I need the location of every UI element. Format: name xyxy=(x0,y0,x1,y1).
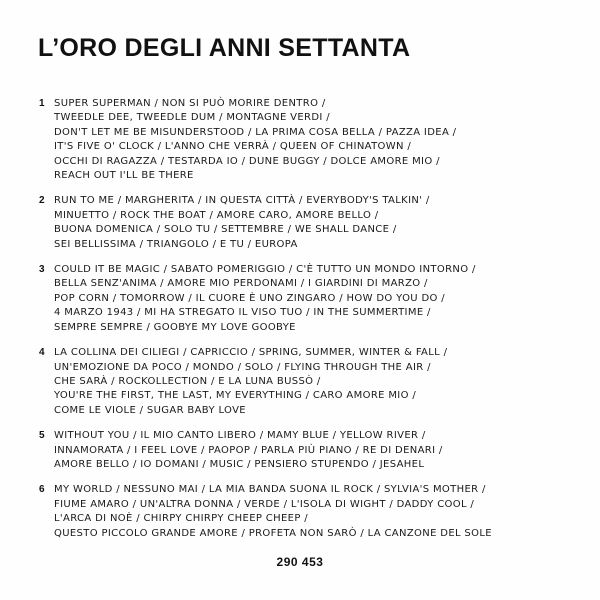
track-line: QUESTO PICCOLO GRANDE AMORE / PROFETA NON SARÒ / LA CANZONE DEL SOLE xyxy=(54,527,492,539)
volume-3 xyxy=(0,263,600,335)
volume-number: 6 xyxy=(39,484,45,496)
volume-5 xyxy=(0,429,600,472)
track-line: OCCHI DI RAGAZZA / TESTARDA IO / DUNE BUGGY / DOLCE AMORE MIO / xyxy=(54,155,440,167)
track-line: IT'S FIVE O' CLOCK / L'ANNO CHE VERRÀ / QUEEN OF CHINATOWN / xyxy=(54,141,412,153)
track-line: POP CORN / TOMORROW / IL CUORE È UNO ZINGARO / HOW DO YOU DO / xyxy=(54,292,446,304)
track-line: REACH OUT I'LL BE THERE xyxy=(54,170,194,182)
volume-2 xyxy=(0,194,600,252)
volume-tracks xyxy=(54,346,600,418)
track-line: MINUETTO / ROCK THE BOAT / AMORE CARO, AMORE BELLO / xyxy=(54,209,379,221)
volume-tracks xyxy=(54,483,600,541)
volume-number: 4 xyxy=(39,347,45,359)
track-line: MY WORLD / NESSUNO MAI / LA MIA BANDA SUONA IL ROCK / SYLVIA'S MOTHER / xyxy=(54,484,486,496)
track-line: CHE SARÀ / ROCKOLLECTION / E LA LUNA BUSSÒ / xyxy=(54,375,321,387)
volume-6 xyxy=(0,483,600,541)
catalog-number: 290 453 xyxy=(276,555,324,569)
track-line: RUN TO ME / MARGHERITA / IN QUESTA CITTÀ / EVERYBODY'S TALKIN' / xyxy=(54,195,430,207)
volume-tracks xyxy=(54,263,600,335)
track-line: 4 MARZO 1943 / MI HA STREGATO IL VISO TUO / IN THE SUMMERTIME / xyxy=(54,307,431,319)
track-line: COULD IT BE MAGIC / SABATO POMERIGGIO / C'È TUTTO UN MONDO INTORNO / xyxy=(54,264,476,276)
track-line: SEMPRE SEMPRE / GOOBYE MY LOVE GOOBYE xyxy=(54,321,296,333)
track-line: TWEEDLE DEE, TWEEDLE DUM / MONTAGNE VERDI / xyxy=(54,112,330,124)
tracklist xyxy=(0,97,600,552)
track-line: COME LE VIOLE / SUGAR BABY LOVE xyxy=(54,404,246,416)
track-line: YOU'RE THE FIRST, THE LAST, MY EVERYTHING / CARO AMORE MIO / xyxy=(54,390,417,402)
volume-4 xyxy=(0,346,600,418)
track-line: SUPER SUPERMAN / NON SI PUÒ MORIRE DENTRO / xyxy=(54,98,326,109)
track-line: AMORE BELLO / IO DOMANI / MUSIC / PENSIERO STUPENDO / JESAHEL xyxy=(54,458,425,470)
track-line: L'ARCA DI NOÈ / CHIRPY CHIRPY CHEEP CHEEP / xyxy=(54,513,308,525)
volume-tracks xyxy=(54,97,600,183)
track-line: LA COLLINA DEI CILIEGI / CAPRICCIO / SPRING, SUMMER, WINTER & FALL / xyxy=(54,347,448,359)
track-line: BELLA SENZ'ANIMA / AMORE MIO PERDONAMI / I GIARDINI DI MARZO / xyxy=(54,278,428,290)
track-line: WITHOUT YOU / IL MIO CANTO LIBERO / MAMY BLUE / YELLOW RIVER / xyxy=(54,430,426,442)
track-line: SEI BELLISSIMA / TRIANGOLO / E TU / EUROPA xyxy=(54,238,298,250)
volume-number: 1 xyxy=(39,98,45,109)
album-title: L’ORO DEGLI ANNI SETTANTA xyxy=(38,34,411,62)
track-line: FIUME AMARO / UN'ALTRA DONNA / VERDE / L'ISOLA DI WIGHT / DADDY COOL / xyxy=(54,498,475,510)
volume-1 xyxy=(0,97,600,183)
track-line: INNAMORATA / I FEEL LOVE / PAOPOP / PARLA PIÙ PIANO / RE DI DENARI / xyxy=(54,444,443,456)
track-line: UN'EMOZIONE DA POCO / MONDO / SOLO / FLYING THROUGH THE AIR / xyxy=(54,361,431,373)
volume-tracks xyxy=(54,194,600,252)
volume-number: 3 xyxy=(39,264,45,276)
track-line: BUONA DOMENICA / SOLO TU / SETTEMBRE / WE SHALL DANCE / xyxy=(54,224,397,236)
volume-tracks xyxy=(54,429,600,472)
volume-number: 2 xyxy=(39,195,45,207)
track-line: DON'T LET ME BE MISUNDERSTOOD / LA PRIMA COSA BELLA / PAZZA IDEA / xyxy=(54,126,457,138)
volume-number: 5 xyxy=(39,430,45,442)
